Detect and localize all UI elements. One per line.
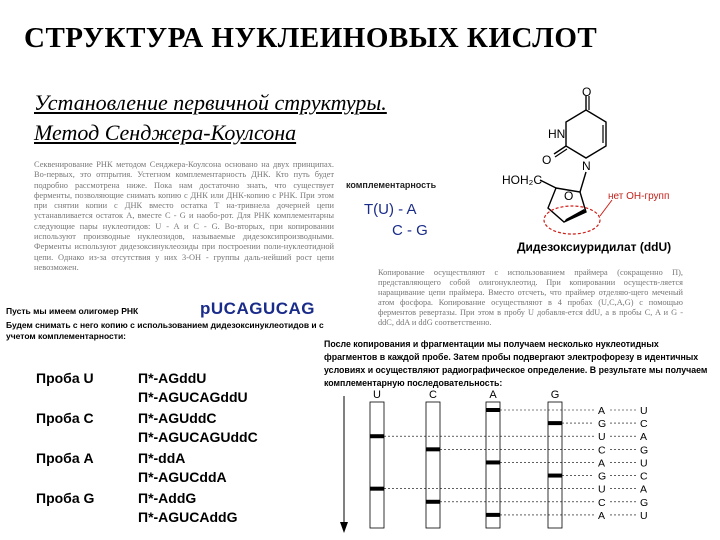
gel-lane-label-a: A [489, 389, 497, 401]
probe-g-name: Проба G [36, 490, 95, 506]
subtitle-line-2: Метод Сенджера-Коулсона [34, 120, 297, 145]
gel-band [370, 434, 384, 438]
gel-band [426, 447, 440, 451]
oligomer-text: Пусть мы имеем олигомер РНК [6, 306, 139, 316]
gel-read-base: U [598, 431, 606, 444]
probe-g-fragment-1: П*-AddG [138, 490, 197, 506]
gel-complement-base: A [640, 483, 648, 496]
gel-band [486, 513, 500, 517]
page-title: СТРУКТУРА НУКЛЕИНОВЫХ КИСЛОТ [24, 22, 598, 54]
hn-label: HN [548, 127, 566, 141]
gel-lane-label-c: C [429, 389, 437, 401]
probe-g-fragment-2: П*-AGUCAddG [138, 509, 238, 525]
no-oh-pointer [600, 200, 612, 216]
gel-band [370, 487, 384, 491]
probe-a-fragment-1: П*-ddA [138, 450, 186, 466]
pair-tu-a: T(U) - A [364, 201, 417, 218]
gel-read-base: G [598, 418, 607, 431]
gel-read-base: A [598, 457, 606, 470]
probe-c-fragment-1: П*-AGUddC [138, 410, 217, 426]
gel-lane-label-g: G [550, 389, 560, 401]
oxygen-bottom-label: O [542, 153, 552, 167]
electrophoresis-text: После копирования и фрагментации мы получаем несколько нуклеотидных фрагментов в каждой пробе. Затем пробы подвергают электрофорезу в идентичных условиях и осуществляют радиографическое определение. В результате мы получаем комплементарную последовательность: [324, 339, 708, 388]
copy-instruction-text: Будем снимать с него копию с использованием дидезоксинуклеотидов и с учетом комплементарности: [6, 320, 324, 341]
gel-direction-arrow [340, 522, 348, 533]
probe-table [36, 366, 316, 536]
ring-oxygen-label: O [564, 189, 574, 203]
gel-read-base: U [598, 483, 606, 496]
no-oh-highlight [544, 206, 600, 234]
oxygen-top-label: O [582, 85, 592, 99]
no-oh-label: нет ОН-групп [608, 191, 670, 202]
gel-complement-base: G [640, 444, 649, 457]
gel-read-base: C [598, 496, 606, 509]
gel-band [426, 500, 440, 504]
ribose-ring-bold [564, 209, 586, 222]
gel-diagram [326, 388, 716, 538]
subtitle [34, 88, 387, 148]
gel-read-base: G [598, 470, 607, 483]
gel-lane-g [548, 402, 562, 528]
gel-complement-base: C [640, 418, 648, 431]
gel-read-base: A [598, 509, 606, 522]
dideoxyuridine-structure [502, 85, 653, 248]
probe-u-fragment-1: П*-AGddU [138, 370, 207, 386]
probe-a-name: Проба A [36, 450, 94, 466]
pair-c-g: C - G [392, 222, 428, 239]
gel-complement-base: G [640, 496, 649, 509]
gel-lane-a [486, 402, 500, 528]
gel-lane-label-u: U [373, 389, 381, 401]
gel-read-base: A [598, 405, 606, 417]
nitrogen-label: N [582, 159, 591, 173]
probe-u-fragment-2: П*-AGUCAGddU [138, 389, 248, 405]
gel-complement-base: A [640, 431, 648, 444]
scan-paragraph: Секвенирование РНК методом Сенджера-Коулсона основано на двух принципах. Во-первых, это отпрытия. Устегном комплементарность ДНК. Кто путь будет подробно рассмотрена ниже. Пока нам достаточно знать, что существует ферменты, позволяющие снимать копию с ДНК или ДНК-копию с РНК. При этом при снятии копии с ДНК вместо остатка Т на-тривнела дочерней цепи устанавливается остаток А, вместе С - G и наобо-рот. Для РНК комплементарны следующие пары нуклеотидов: U - A и C - G. Во-вторых, при копировании используют производные нуклеозидов, называемые дидезоксипроизводными. Ферменты используют дидезоксинуклеозиды при построении поли-нуклеотидной цепи. Однако из-за отсутствия у них 3-ОН - группы даль-нейший рост цепи невозможен. [34, 160, 334, 272]
carbonyl-bottom [554, 146, 566, 154]
ch2-bond [540, 180, 556, 188]
gel-lane-u [370, 402, 384, 528]
copy-paragraph: Копирование осуществляют с использованием праймера (сокращенно П), представляющего собой олигонуклеотид. При копировании осуществ-ляется наращивание цепи праймера. Вместо отсчеть, что праймер отделяю-щего меченый атом фосфора. Копирование осуществляют в 4 пробах (U,C,A,G) с помощью ферментов ревертазы. При этом в пробу U добавля-ется ddU, а в пробы C, A и G - ddC, ddA и ddG соответственно. [378, 268, 683, 328]
complementarity-label: комплементарность [346, 180, 437, 190]
pyrimidine-ring [566, 110, 606, 158]
gel-complement-base: U [640, 457, 648, 470]
gel-band [486, 408, 500, 412]
probe-c-fragment-2: П*-AGUCAGUddC [138, 429, 258, 445]
glycosidic-bond [580, 172, 586, 192]
gel-band [548, 474, 562, 478]
oligomer-sequence: pUCAGUCAG [200, 299, 315, 318]
subtitle-line-1: Установление первичной структуры. [34, 90, 387, 115]
gel-complement-base: U [640, 509, 648, 522]
gel-band [486, 460, 500, 464]
gel-complement-base: U [640, 405, 648, 417]
ddu-label: Дидезоксиуридилат (ddU) [517, 240, 672, 254]
gel-band [548, 421, 562, 425]
gel-complement-base: C [640, 470, 648, 483]
probe-c-name: Проба C [36, 410, 94, 426]
probe-a-fragment-2: П*-AGUCddA [138, 469, 227, 485]
gel-read-base: C [598, 444, 606, 457]
carbonyl-bottom-2 [555, 149, 567, 157]
gel-lane-c [426, 402, 440, 528]
probe-u-name: Проба U [36, 370, 94, 386]
hoh2c-label: HOH₂C [502, 173, 542, 187]
